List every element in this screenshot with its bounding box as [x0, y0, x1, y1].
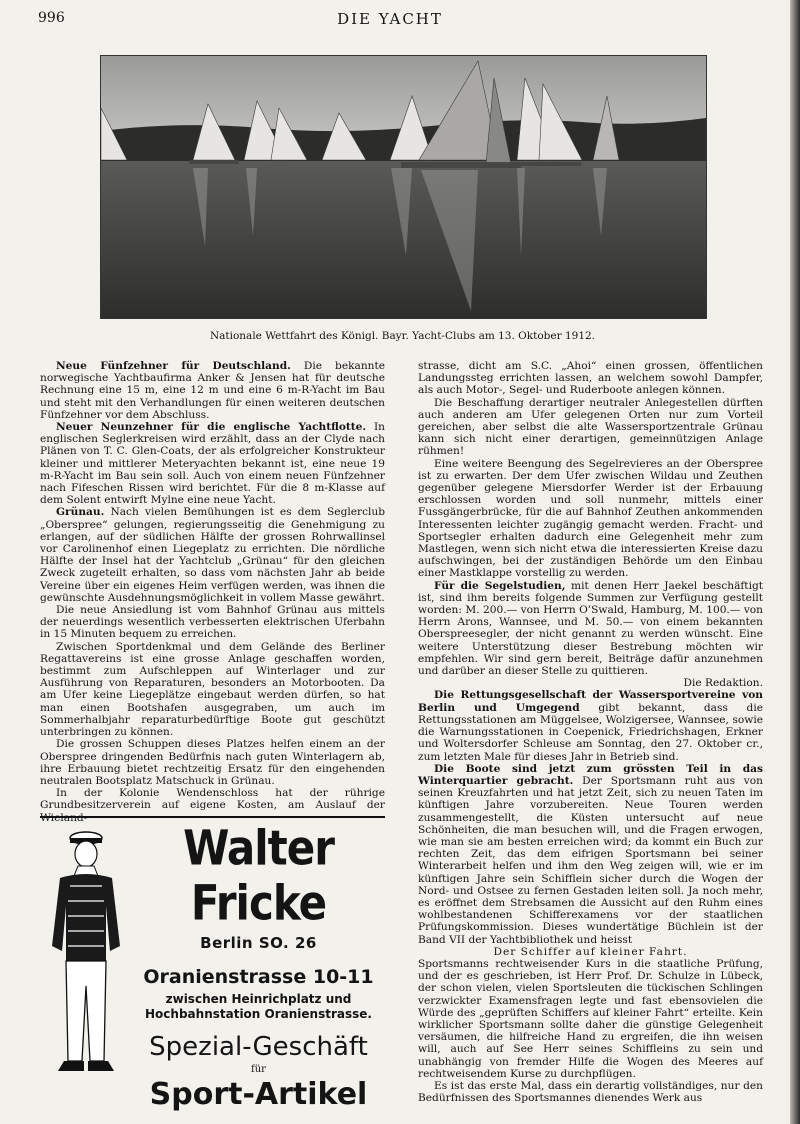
book-title: Der Schiffer auf kleiner Fahrt.	[493, 945, 688, 958]
photo-caption: Nationale Wettfahrt des Königl. Bayr. Yacht-Clubs am 13. Oktober 1912.	[209, 330, 596, 342]
editorial-signature: Die Redaktion.	[683, 677, 763, 690]
text-neunzehner: In englischen Seglerkreisen wird erzählt, dass an der Clyde nach Plänen von T. C. Glen-Coats, der als erfolgreicher Konstrukteur kleiner und mittlerer Meteryachten bekannt ist, eine neue 19 m-R-Yacht im Bau sein soll. Auch von einem neuen Fünfzehner nach Fifeschen Rissen wird berichtet. Für die 8 m-Klasse auf dem Solent entwirft Mylne eine neue Yacht.	[40, 421, 385, 507]
paragraph-anlegestellen: Die Beschaffung derartiger neutraler Anlegestellen dürften auch anderen am Ufer gelegenen Orten nur zum Vorteil gereichen, aber selbst die alte Wassersportzentrale Grünau kann sich nicht einer derartigen, gemeinnützigen Anlage rühmen!	[418, 396, 763, 458]
advertisement-text	[132, 818, 385, 1112]
paragraph-wendenschloss: In der Kolonie Wendenschloss hat der rührige Grundbesitzerverein auf eigene Kosten, am Auslauf der Wieland-	[40, 787, 385, 824]
text-winterquartier: Der Sportsmann ruht aus von seinen Kreuzfahrten und hat jetzt Zeit, sich zu neuen Taten im künftigen Jahre vorzubereiten. Neue Touren werden zusammengestellt, die Küsten untersucht auf neue Schönheiten, die man besuchen will, und die Fragen erwogen, wie man sie am besten erreichen wird; da kommt ein Buch zur rechten Zeit, das dem eifrigen Sportsmann bei seiner Winterarbeit helfen und ihm den Weg zeigen will, wie er im künftigen Jahre sein Schifflein sicher durch die Wogen der Nord- und Ostsee zu fernen Gestaden leiten soll. Ja noch mehr, es eröffnet dem Strebsamen die Aussicht auf den Ruhm eines wohlbestandenen Schifferexamens vor der staatlichen Prüfungskommission. Dieses wundertätige Büchlein ist der Band VII der Yachtbibliothek und heisst	[418, 774, 763, 946]
ad-sport-articles: Sport-Artikel	[149, 1077, 368, 1112]
heading-segelstudien: Für die Segelstudien,	[434, 579, 566, 592]
running-head-title: DIE YACHT	[337, 10, 443, 28]
paragraph-winterquartier	[418, 763, 763, 946]
ad-city: Berlin SO. 26	[200, 934, 317, 952]
text-rettungsgesellschaft: gibt bekannt, dass die Rettungsstationen am Müggelsee, Wolzigersee, Wannsee, sowie die Warnungsstationen in Coepenick, Friedrichshagen, Erkner und Woltersdorfer Schleuse am Sonntag, den 27. Oktober cr., zum letzten Male für dieses Jahr in Betrieb sind.	[418, 701, 763, 763]
sailboats-illustration	[101, 56, 706, 318]
paragraph-gruenau	[40, 506, 385, 604]
paragraph-sportdenkmal: Zwischen Sportdenkmal und dem Gelände des Berliner Regattavereins ist eine grosse Anlage geschaffen worden, bestimmt zum Aufschleppen auf Winterlager und zur Ausführung von Reparaturen, besonders an Motorbooten. Da am Ufer keine Liegeplätze eingebaut werden dürfen, so hat man einen Bootshafen ausgegraben, um auch im Sommerhalbjahr reparaturbedürftige Boote gut geschützt unterbringen zu können.	[40, 640, 385, 739]
text-gruenau: Nach vielen Bemühungen ist es dem Seglerclub „Oberspree“ gelungen, regierungsseitig die Genehmigung zu erlangen, auf der südlichen Hälfte der grossen Rohrwallinsel vor Carolinenhof einen Liegeplatz zu errichten. Die nördliche Hälfte der Insel hat der Yachtclub „Grünau“ für den gleichen Zweck zugeteilt erhalten, so dass vom nächsten Jahr ab beide Vereine über ein eigenes Heim verfügen werden, was ihnen die gewünschte Ausdehnungsmöglichkeit in vollem Masse gewährt.	[40, 506, 385, 604]
paragraph-fuenfzehner	[40, 360, 385, 421]
right-text-column	[418, 360, 763, 1105]
ad-street-address: Oranienstrasse 10-11	[143, 966, 374, 988]
page-number: 996	[38, 10, 65, 26]
ad-company-name: Walter Fricke	[183, 819, 334, 932]
sportsman-figure-illustration	[40, 826, 132, 1081]
paragraph-rettungsgesellschaft	[418, 689, 763, 762]
ad-location-note: zwischen Heinrichplatz und Hochbahnstation Oranienstrasse.	[145, 992, 372, 1021]
text-segelstudien: mit denen Herr Jaekel beschäftigt ist, sind ihm bereits folgende Summen zur Verfügung gestellt worden: M. 200.— von Herrn O’Swald, Hamburg, M. 100.— von Herrn Arons, Wannsee, und M. 50.— von einem bekannten Oberspreesegler, der nicht genannt zu werden wünscht. Eine weitere Unterstützung dieser Bestrebung möchten wir empfehlen. Wir sind gern bereit, Beiträge dafür anzunehmen und darüber an dieser Stelle zu quittieren.	[418, 579, 763, 678]
regatta-photo	[100, 55, 707, 319]
paragraph-segelstudien	[418, 580, 763, 678]
page-edge-shadow	[790, 0, 800, 1124]
advertisement-walter-fricke	[40, 816, 385, 1112]
heading-neunzehner: Neuer Neunzehner für die englische Yachtflotte.	[56, 421, 367, 434]
ad-special-shop: Spezial-Geschäft	[149, 1032, 368, 1062]
paragraph-neunzehner	[40, 421, 385, 506]
paragraph-beengung: Eine weitere Beengung des Segelrevieres an der Oberspree ist zu erwarten. Der dem Ufer zwischen Wildau und Zeuthen gegenüber gelegene Miersdorfer Werder ist der Erbauung erschlossen worden und soll nunmehr, mittels einer Fussgängerbrücke, für die auf Bahnhof Zeuthen ankommenden Interessenten leichter zugängig gemacht werden. Fracht- und Sportsegler erhalten dadurch eine Gelegenheit mehr zum Mastlegen, wenn sich nicht etwa die interessierten Kreise dazu aufschwingen, bei der zuständigen Behörde um den Einbau einer Mastklappe vorstellig zu werden.	[418, 457, 763, 580]
paragraph-ansiedlung: Die neue Ansiedlung ist vom Bahnhof Grünau aus mittels der neuerdings wesentlich verbesserten elektrischen Uferbahn in 15 Minuten bequem zu erreichen.	[40, 604, 385, 641]
heading-fuenfzehner: Neue Fünfzehner für Deutschland.	[56, 360, 291, 372]
left-text-column	[40, 360, 385, 824]
text-fuenfzehner: Die bekannte norwegische Yachtbaufirma Anker & Jensen hat für deutsche Rechnung eine 15 m, eine 12 m und eine 6 m-R-Yacht im Bau und steht mit den Verhandlungen für einen weiteren deutschen Fünfzehner vor dem Abschluss.	[40, 360, 385, 421]
paragraph-schuppen: Die grossen Schuppen dieses Platzes helfen einem an der Oberspree dringenden Bedürfnis nach guten Winterlagern ab, ihre Erbauung bietet rechtzeitig Ersatz für den eingehenden neutralen Bootsplatz Matschuck in Grünau.	[40, 738, 385, 787]
heading-winterquartier: Die Boote sind jetzt zum grössten Teil in das Winterquartier gebracht.	[418, 762, 763, 787]
ad-for-word: für	[251, 1064, 266, 1075]
paragraph-pruefung: Sportsmanns rechtweisender Kurs in die staatliche Prüfung, und der es geschrieben, ist Herr Prof. Dr. Schulze in Lübeck, der schon vielen, vielen Sportsleuten die tückischen Schlingen verzwickter Examensfragen legte und fast ebensovielen die Würde des „geprüften Schiffers auf kleiner Fahrt“ erteilte. Kein wirklicher Sportsmann sollte daher die günstige Gelegenheit versäumen, die hilfreiche Hand zu ergreifen, die ihn weisen will, auch auf See Herr seines Schiffleins zu sein und unabhängig von fremder Hilfe die Wogen des Meeres auf rechtweisendem Kurse zu durchpflügen.	[418, 957, 763, 1080]
paragraph-erstes-mal: Es ist das erste Mal, dass ein derartig vollständiges, nur den Bedürfnissen des Sportsmannes dienendes Werk aus	[418, 1079, 763, 1105]
paragraph-landungssteg: strasse, dicht am S.C. „Ahoi“ einen grossen, öffentlichen Landungssteg errichten lassen, an welchem sowohl Dampfer, als auch Motor-, Segel- und Ruderboote anlegen können.	[418, 360, 763, 397]
heading-rettungsgesellschaft: Die Rettungsgesellschaft der Wassersportvereine von Berlin und Umgegend	[418, 689, 763, 714]
heading-gruenau: Grünau.	[56, 506, 105, 519]
